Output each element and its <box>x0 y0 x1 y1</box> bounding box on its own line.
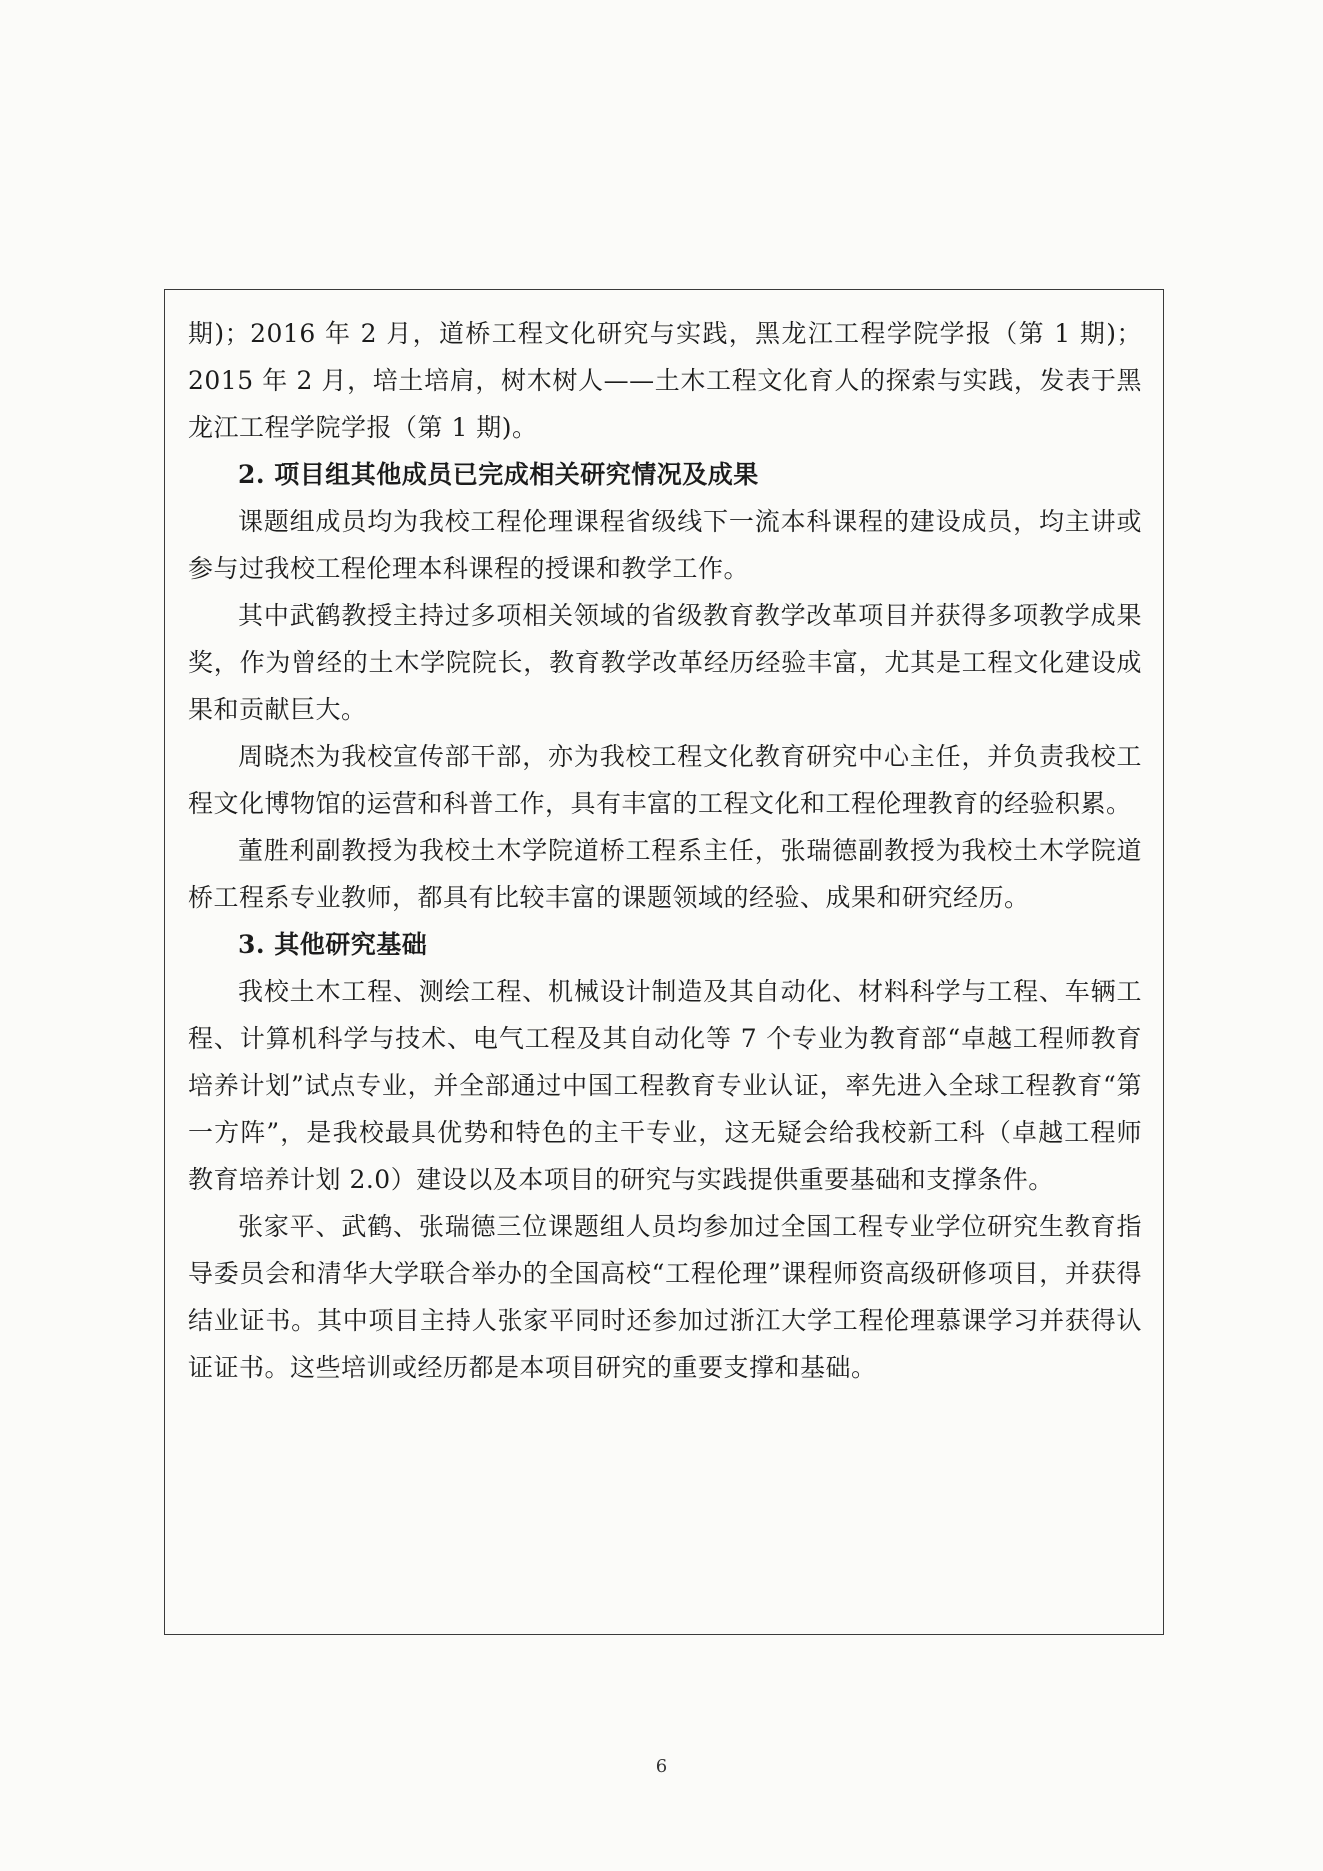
document-body <box>164 310 1164 1391</box>
paragraph-references-continued: 期)；2016 年 2 月，道桥工程文化研究与实践，黑龙江工程学院学报（第 1 期)；2015 年 2 月，培土培肩，树木树人——土木工程文化育人的探索与实践，发表于黑龙江工程学院学报（第 1 期)。 <box>188 319 1142 442</box>
section-heading-members-results: 2. 项目组其他成员已完成相关研究情况及成果 <box>238 460 759 489</box>
paragraph-training: 张家平、武鹤、张瑞德三位课题组人员均参加过全国工程专业学位研究生教育指导委员会和清华大学联合举办的全国高校“工程伦理”课程师资高级研修项目，并获得结业证书。其中项目主持人张家平同时还参加过浙江大学工程伦理慕课学习并获得认证证书。这些培训或经历都是本项目研究的重要支撑和基础。 <box>188 1212 1142 1382</box>
paragraph-zhou-xiaojie: 周晓杰为我校宣传部干部，亦为我校工程文化教育研究中心主任，并负责我校工程文化博物馆的运营和科普工作，具有丰富的工程文化和工程伦理教育的经验积累。 <box>188 742 1142 818</box>
paragraph-dong-zhang: 董胜利副教授为我校土木学院道桥工程系主任，张瑞德副教授为我校土木学院道桥工程系专业教师，都具有比较丰富的课题领域的经验、成果和研究经历。 <box>188 836 1142 912</box>
page-number: 6 <box>655 1756 668 1777</box>
paragraph-team-members: 课题组成员均为我校工程伦理课程省级线下一流本科课程的建设成员，均主讲或参与过我校工程伦理本科课程的授课和教学工作。 <box>188 507 1142 583</box>
section-heading-other-foundation: 3. 其他研究基础 <box>238 930 428 959</box>
paragraph-majors: 我校土木工程、测绘工程、机械设计制造及其自动化、材料科学与工程、车辆工程、计算机科学与技术、电气工程及其自动化等 7 个专业为教育部“卓越工程师教育培养计划”试点专业，并全部通过中国工程教育专业认证，率先进入全球工程教育“第一方阵”，是我校最具优势和特色的主干专业，这无疑会给我校新工科（卓越工程师教育培养计划 2.0）建设以及本项目的研究与实践提供重要基础和支撑条件。 <box>188 977 1142 1194</box>
paragraph-wu-he: 其中武鹤教授主持过多项相关领域的省级教育教学改革项目并获得多项教学成果奖，作为曾经的土木学院院长，教育教学改革经历经验丰富，尤其是工程文化建设成果和贡献巨大。 <box>188 601 1142 724</box>
